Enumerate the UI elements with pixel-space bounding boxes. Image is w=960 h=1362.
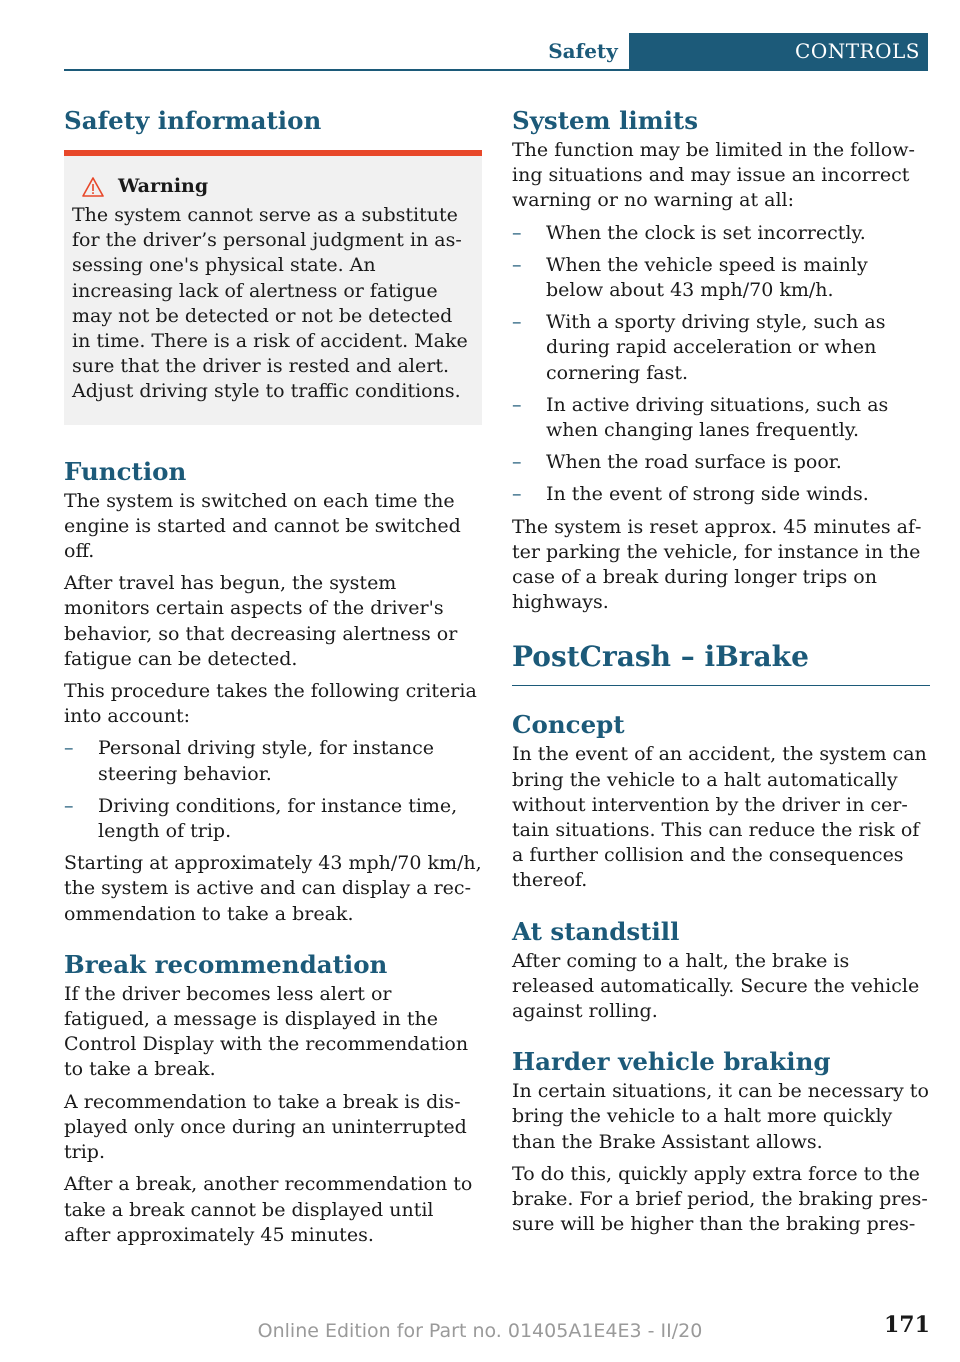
list-item: – When the vehicle speed is mainly below about 43 mph/70 km/h. (512, 253, 930, 303)
harder-braking-paragraph: To do this, quickly apply extra force to the brake. For a brief period, the braking pressure will be higher than the braking pres- (512, 1162, 928, 1236)
function-paragraph: The system is switched on each time the engine is started and cannot be switched off. (64, 489, 461, 563)
warning-title-text: Warning (118, 175, 209, 197)
function-heading: Function (64, 456, 187, 486)
break-paragraph: A recommendation to take a break is displayed only once during an uninterrupted trip. (64, 1090, 467, 1164)
function-paragraph: This procedure takes the following criteria into account: (64, 680, 477, 728)
page-number: 171 (884, 1312, 930, 1338)
warning-box (64, 150, 482, 425)
function-paragraph: Starting at approximately 43 mph/70 km/h, the system is active and can display a recommendation to take a break. (64, 852, 482, 925)
list-item: – In active driving situations, such as when changing lanes frequently. (512, 393, 930, 443)
list-item: – When the clock is set incorrectly. (512, 221, 930, 246)
list-item: – In the event of strong side winds. (512, 482, 930, 507)
list-item: – When the road surface is poor. (512, 450, 930, 475)
list-item: – Personal driving style, for instance steering behavior. (64, 736, 482, 786)
function-paragraph: After travel has begun, the system monitors certain aspects of the driver's behavior, so that decreasing alertness or fatigue can be detected. (64, 572, 458, 670)
warning-text: The system cannot serve as a substitute for the driver’s personal judgment in assessing one's physical state. An increasing lack of alertness or fatigue may not be detected or not be detected in time. There is a risk of accident. Make sure that the driver is rested and alert. Adjust driving style to traffic conditions. (72, 204, 468, 403)
postcrash-heading: PostCrash – iBrake (512, 640, 809, 674)
criteria-list (64, 736, 482, 844)
limits-list (512, 221, 930, 508)
concept-paragraph: In the event of an accident, the system can bring the vehicle to a halt automatically without intervention by the driver in certain situations. This can reduce the risk of a further collision and the consequences thereof. (512, 743, 927, 892)
standstill-paragraph: After coming to a halt, the brake is released automatically. Secure the vehicle against rolling. (512, 949, 920, 1023)
header-chapter-label: CONTROLS (629, 33, 928, 69)
limits-reset-paragraph: The system is reset approx. 45 minutes after parking the vehicle, for instance in the case of a break during longer trips on highways. (512, 515, 922, 614)
break-recommendation-heading: Break recommendation (64, 949, 388, 979)
warning-title (72, 174, 474, 199)
list-item: – Driving conditions, for instance time, length of trip. (64, 794, 482, 844)
list-item: – With a sporty driving style, such as during rapid acceleration or when cornering fast. (512, 310, 930, 386)
system-limits-heading: System limits (512, 106, 699, 135)
postcrash-heading-block (512, 637, 930, 686)
left-column (64, 104, 482, 1255)
header-section-label: Safety (548, 39, 618, 63)
header-rule (64, 69, 928, 71)
limits-intro: The function may be limited in the following situations and may issue an incorrect warning or no warning at all: (512, 139, 915, 212)
safety-information-heading: Safety information (64, 106, 322, 135)
concept-heading: Concept (512, 710, 625, 740)
break-paragraph: After a break, another recommendation to take a break cannot be displayed until after approximately 45 minutes. (64, 1173, 473, 1246)
break-paragraph: If the driver becomes less alert or fatigued, a message is displayed in the Control Display with the recommendation to take a break. (64, 982, 469, 1081)
at-standstill-heading: At standstill (512, 916, 680, 946)
footer-edition: Online Edition for Part no. 01405A1E4E3 - II/20 (257, 1320, 703, 1342)
right-column (512, 104, 930, 1245)
harder-braking-paragraph: In certain situations, it can be necessary to bring the vehicle to a halt more quickly than the Brake Assistant allows. (512, 1080, 929, 1153)
warning-triangle-icon (82, 177, 104, 197)
harder-braking-heading: Harder vehicle braking (512, 1047, 831, 1077)
